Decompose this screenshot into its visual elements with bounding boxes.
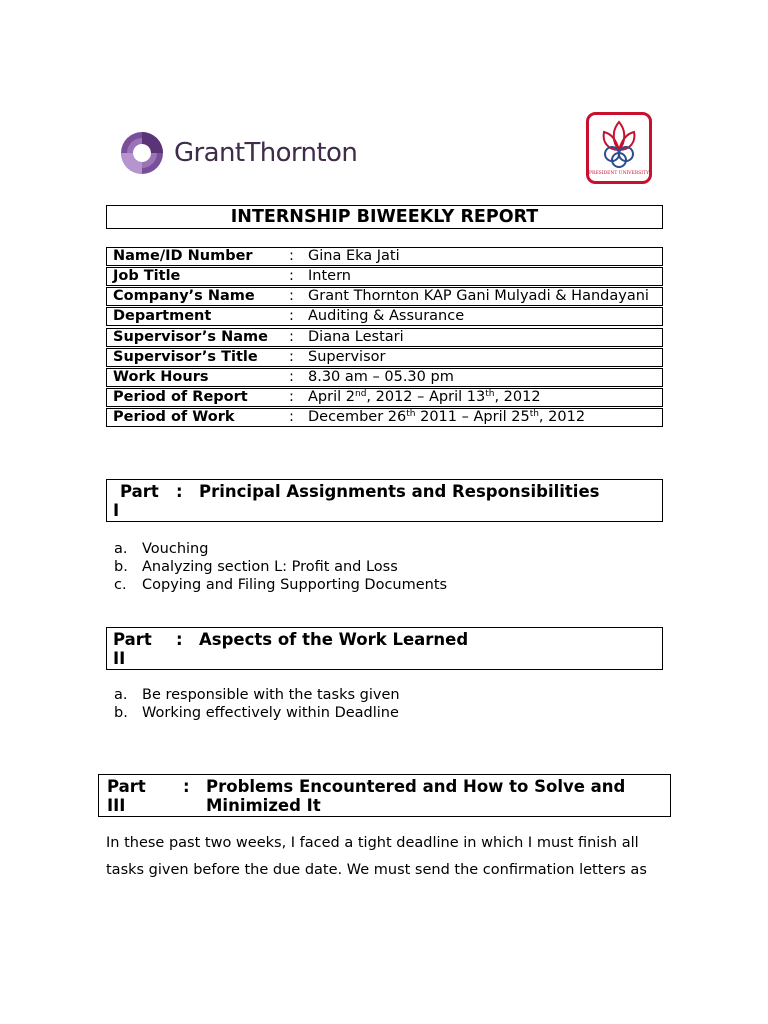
info-colon: : [289,389,294,405]
info-colon: : [289,288,294,304]
president-university-logo [586,112,652,184]
info-value: April 2nd, 2012 – April 13th, 2012 [308,389,541,405]
part-colon: : [183,777,190,796]
president-university-logo-text: PRESIDENT UNIVERSITY [588,171,650,176]
info-row-company [106,287,663,306]
info-label: Job Title [113,268,181,284]
info-row-department [106,307,663,326]
list-item: c. Copying and Filing Supporting Documents [114,577,448,593]
list-item: a. Be responsible with the tasks given [114,687,400,703]
info-colon: : [289,268,294,284]
list-item: b. Analyzing section L: Profit and Loss [114,559,398,575]
part-colon: : [176,630,183,649]
info-value: Grant Thornton KAP Gani Mulyadi & Handayani [308,288,649,304]
part-title: Aspects of the Work Learned [199,630,469,649]
info-label: Work Hours [113,369,209,385]
info-value: Auditing & Assurance [308,308,465,324]
part-number: I [113,501,120,520]
info-row-name [106,247,663,266]
part-2-list [114,686,400,722]
paragraph-line: tasks given before the due date. We must send the confirmation letters as [106,862,647,878]
part-title: Principal Assignments and Responsibilities [199,482,600,501]
info-row-work-hours [106,368,663,387]
info-label: Period of Report [113,389,248,405]
info-colon: : [289,248,294,264]
part-label: Part [107,777,146,796]
part-title-line-1: Problems Encountered and How to Solve and [206,777,626,796]
grant-thornton-logo [120,131,360,179]
info-value: Intern [308,268,351,284]
info-colon: : [289,329,294,345]
info-row-job-title [106,267,663,286]
info-label: Period of Work [113,409,235,425]
part-number: III [107,796,126,815]
part-3-paragraph [106,830,666,884]
part-2-header [106,627,663,670]
info-label: Company’s Name [113,288,255,304]
part-colon: : [176,482,183,501]
part-label: Part [113,630,152,649]
info-row-period-of-work [106,408,663,427]
president-university-emblem-icon [586,112,652,184]
info-label: Supervisor’s Title [113,349,258,365]
info-colon: : [289,308,294,324]
part-number: II [113,649,126,668]
info-value: Supervisor [308,349,386,365]
info-label: Supervisor’s Name [113,329,268,345]
part-3-header [98,774,671,817]
paragraph-line: In these past two weeks, I faced a tight deadline in which I must finish all [106,835,639,851]
list-item: a. Vouching [114,541,209,557]
grant-thornton-mark-icon [120,131,164,175]
part-1-header [106,479,663,522]
part-1-list [114,540,447,594]
list-item: b. Working effectively within Deadline [114,705,399,721]
info-value: Gina Eka Jati [308,248,400,264]
info-value: Diana Lestari [308,329,404,345]
grant-thornton-wordmark: GrantThornton [174,138,358,168]
info-label: Department [113,308,212,324]
part-label: Part [120,482,159,501]
info-value: 8.30 am – 05.30 pm [308,369,454,385]
info-colon: : [289,369,294,385]
info-row-period-of-report [106,388,663,407]
info-row-supervisor-name [106,328,663,347]
info-value: December 26th 2011 – April 25th, 2012 [308,409,586,425]
info-row-supervisor-title [106,348,663,367]
info-colon: : [289,409,294,425]
info-label: Name/ID Number [113,248,253,264]
info-colon: : [289,349,294,365]
part-title-line-2: Minimized It [206,796,321,815]
report-title: INTERNSHIP BIWEEKLY REPORT [106,205,663,229]
